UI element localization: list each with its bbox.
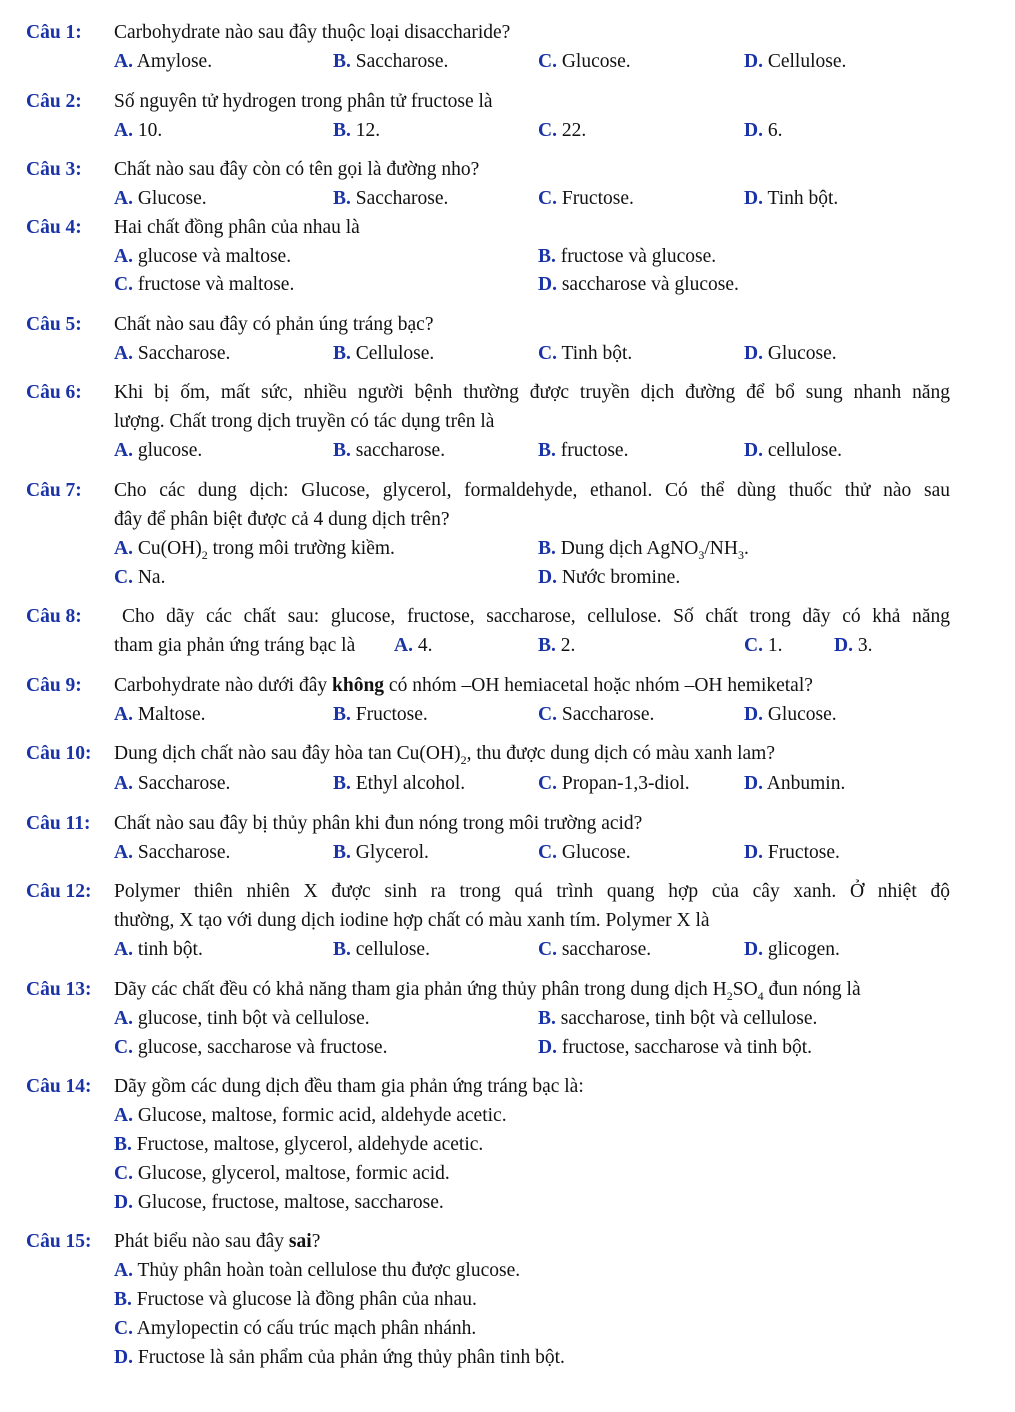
question-number: Câu 1: xyxy=(26,22,82,43)
option-c[interactable]: C. Amylopectin có cấu trúc mạch phân nhánh. xyxy=(114,1318,477,1339)
option-b[interactable]: B. Dung dịch $AgNO_3/NH_3$. xyxy=(538,538,749,562)
option-c[interactable]: C. Glucose. xyxy=(538,51,631,72)
option-c[interactable]: C. saccharose. xyxy=(538,939,652,960)
option-a[interactable]: A. 10. xyxy=(114,120,163,141)
option-c[interactable]: C. 1. xyxy=(744,635,783,656)
option-a[interactable]: A. glucose, tinh bột và cellulose. xyxy=(114,1008,370,1029)
question-stem-continued: đây để phân biệt được cả 4 dung dịch trên? xyxy=(114,509,450,530)
option-d[interactable]: D. 3. xyxy=(834,635,873,656)
option-c[interactable]: C. Glucose, glycerol, maltose, formic acid. xyxy=(114,1163,450,1184)
option-b[interactable]: B. fructose và glucose. xyxy=(538,246,717,267)
option-d[interactable]: D. 6. xyxy=(744,120,783,141)
option-a[interactable]: A. 4. xyxy=(394,635,433,656)
option-a[interactable]: A. Glucose. xyxy=(114,188,207,209)
option-c[interactable]: C. Fructose. xyxy=(538,188,634,209)
question-number: Câu 11: xyxy=(26,813,91,834)
option-d[interactable]: D. Glucose, fructose, maltose, saccharose. xyxy=(114,1192,444,1213)
question-stem: Hai chất đồng phân của nhau là xyxy=(114,217,360,238)
question-stem: Chất nào sau đây bị thủy phân khi đun nóng trong môi trường acid? xyxy=(114,813,643,834)
option-b[interactable]: B. Ethyl alcohol. xyxy=(333,773,466,794)
question-stem: Khi bị ốm, mất sức, nhiều người bệnh thường được truyền dịch đường để bổ sung nhanh năng xyxy=(114,382,950,403)
option-d[interactable]: D. Nước bromine. xyxy=(538,567,681,588)
option-d[interactable]: D. cellulose. xyxy=(744,440,843,461)
option-d[interactable]: D. Glucose. xyxy=(744,704,837,725)
option-a[interactable]: A. glucose và maltose. xyxy=(114,246,292,267)
question-number: Câu 7: xyxy=(26,480,82,501)
question-stem: Chất nào sau đây có phản úng tráng bạc? xyxy=(114,314,434,335)
question-number: Câu 5: xyxy=(26,314,82,335)
option-c[interactable]: C. fructose và maltose. xyxy=(114,274,295,295)
question-number: Câu 4: xyxy=(26,217,82,238)
option-b[interactable]: B. Fructose và glucose là đồng phân của nhau. xyxy=(114,1289,477,1310)
question-number: Câu 10: xyxy=(26,743,92,764)
question-number: Câu 15: xyxy=(26,1231,92,1252)
question-stem: Số nguyên tử hydrogen trong phân tử fructose là xyxy=(114,91,493,112)
question-stem: Dãy các chất đều có khả năng tham gia phản ứng thủy phân trong dung dịch $H_2SO_4$ đun nóng là xyxy=(114,979,861,1003)
option-b[interactable]: B. Glycerol. xyxy=(333,842,429,863)
option-b[interactable]: B. Fructose, maltose, glycerol, aldehyde acetic. xyxy=(114,1134,484,1155)
option-b[interactable]: B. Fructose. xyxy=(333,704,428,725)
option-d[interactable]: D. Anbumin. xyxy=(744,773,846,794)
option-d[interactable]: D. Fructose. xyxy=(744,842,840,863)
option-a[interactable]: A. Saccharose. xyxy=(114,842,231,863)
question-number: Câu 13: xyxy=(26,979,92,1000)
option-b[interactable]: B. saccharose, tinh bột và cellulose. xyxy=(538,1008,818,1029)
option-d[interactable]: D. fructose, saccharose và tinh bột. xyxy=(538,1037,813,1058)
question-stem: Phát biểu nào sau đây sai? xyxy=(114,1231,321,1252)
question-number: Câu 12: xyxy=(26,881,92,902)
option-a[interactable]: A. Thủy phân hoàn toàn cellulose thu được glucose. xyxy=(114,1260,521,1281)
option-b[interactable]: B. Saccharose. xyxy=(333,188,449,209)
option-d[interactable]: D. Cellulose. xyxy=(744,51,847,72)
option-a[interactable]: A. Amylose. xyxy=(114,51,213,72)
question-stem: Dãy gồm các dung dịch đều tham gia phản ứng tráng bạc là: xyxy=(114,1076,584,1097)
question-stem: Carbohydrate nào sau đây thuộc loại disaccharide? xyxy=(114,22,511,43)
question-stem-continued: lượng. Chất trong dịch truyền có tác dụng trên là xyxy=(114,411,495,432)
question-stem: Polymer thiên nhiên X được sinh ra trong quá trình quang hợp của cây xanh. Ở nhiệt độ xyxy=(114,881,950,902)
option-c[interactable]: C. Tinh bột. xyxy=(538,343,633,364)
option-b[interactable]: B. 12. xyxy=(333,120,381,141)
option-c[interactable]: C. Saccharose. xyxy=(538,704,655,725)
question-stem-continued: thường, X tạo với dung dịch iodine hợp chất có màu xanh tím. Polymer X là xyxy=(114,910,710,931)
option-a[interactable]: A. Glucose, maltose, formic acid, aldehyde acetic. xyxy=(114,1105,507,1126)
option-c[interactable]: C. glucose, saccharose và fructose. xyxy=(114,1037,388,1058)
question-stem: Dung dịch chất nào sau đây hòa $\tan Cu(OH)_2$, thu được dung dịch có màu xanh lam? xyxy=(114,743,776,767)
option-d[interactable]: D. Glucose. xyxy=(744,343,837,364)
option-c[interactable]: B. fructose. xyxy=(538,440,629,461)
question-number: Câu 8: xyxy=(26,606,82,627)
option-d[interactable]: D. Tinh bột. xyxy=(744,188,839,209)
option-b[interactable]: B. Cellulose. xyxy=(333,343,435,364)
option-a[interactable]: A. glucose. xyxy=(114,440,203,461)
option-d[interactable]: D. glicogen. xyxy=(744,939,840,960)
option-c[interactable]: C. 22. xyxy=(538,120,587,141)
question-stem: Chất nào sau đây còn có tên gọi là đường nho? xyxy=(114,159,480,180)
option-b[interactable]: B. Saccharose. xyxy=(333,51,449,72)
option-d[interactable]: D. Fructose là sản phẩm của phản ứng thủy phân tinh bột. xyxy=(114,1347,565,1368)
question-number: Câu 3: xyxy=(26,159,82,180)
option-b[interactable]: B. 2. xyxy=(538,635,576,656)
option-c[interactable]: C. Na. xyxy=(114,567,166,588)
question-stem: Cho dãy các chất sau: glucose, fructose, saccharose, cellulose. Số chất trong dãy có khả năng xyxy=(122,606,950,627)
option-a[interactable]: A. Maltose. xyxy=(114,704,206,725)
option-a[interactable]: A. $Cu(OH)_2$ trong môi trường kiềm. xyxy=(114,538,395,562)
question-stem-continued: tham gia phản ứng tráng bạc là xyxy=(114,635,356,656)
question-number: Câu 14: xyxy=(26,1076,92,1097)
option-a[interactable]: A. Saccharose. xyxy=(114,773,231,794)
option-c[interactable]: C. Propan-1,3-diol. xyxy=(538,773,690,794)
option-a[interactable]: A. tinh bột. xyxy=(114,939,203,960)
question-number: Câu 9: xyxy=(26,675,82,696)
option-d[interactable]: D. saccharose và glucose. xyxy=(538,274,739,295)
option-b[interactable]: B. saccharose. xyxy=(333,440,446,461)
option-b[interactable]: B. cellulose. xyxy=(333,939,430,960)
question-number: Câu 6: xyxy=(26,382,82,403)
option-a[interactable]: A. Saccharose. xyxy=(114,343,231,364)
question-number: Câu 2: xyxy=(26,91,82,112)
question-stem: Carbohydrate nào dưới đây không có nhóm –OH hemiacetal hoặc nhóm –OH hemiketal? xyxy=(114,675,813,696)
question-stem: Cho các dung dịch: Glucose, glycerol, formaldehyde, ethanol. Có thể dùng thuốc thử nào sau xyxy=(114,480,950,501)
option-c[interactable]: C. Glucose. xyxy=(538,842,631,863)
